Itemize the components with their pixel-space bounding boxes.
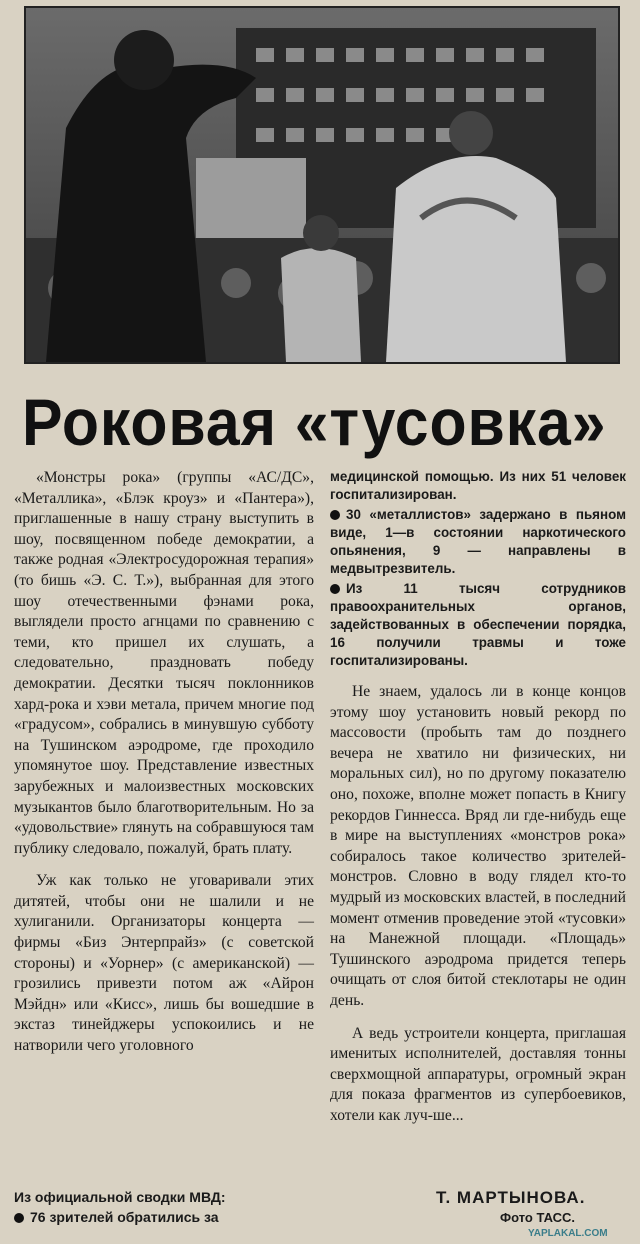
article-headline: Роковая «тусовка» [22, 385, 607, 459]
site-watermark: YAPLAKAL.COM [528, 1228, 608, 1239]
left-column [14, 468, 314, 1057]
paragraph: «Монстры рока» (группы «АС/ДС», «Металлика», «Блэк кроуз» и «Пантера»), приглашенные в нашу страну выступить в шоу, посвященном победе демократии, а также родная «Электросудорожная терапия» (то бишь «Э. С. Т.»), выбранная для этого шоу отечественными фэнами рока, выглядели просто агнцами по сравнению с теми, кто пришел их слушать, а следовательно, праздновать победу демократии. Десятки тысяч поклонников хард-рока и хэви метала, причем многие под «градусом», собрались в минувшую субботу на Тушинском аэродроме, где проходило упомянутое шоу. Представление известных зарубежных и малоизвестных московских музыкантов было благотворительным. Но за «удовольствие» глянуть на собравшуюся там публику следовало, пожалуй, брать плату. [14, 469, 314, 857]
photo-credit: Фото ТАСС. [500, 1210, 576, 1225]
paragraph: Уж как только не уговаривали этих дитятей, чтобы они не шалили и не хулиганили. Организаторы концерта — фирмы «Биз Энтерпрайз» (с советской стороны) и «Уорнер» (с американской) — грозились привезти потом аж «Айрон Мэйдн» или «Кисс», лишь бы вошедшие в экстаз тинейджеры успокоились и не натворили чего уголовного [14, 872, 314, 1055]
bullet-text: Из 11 тысяч сотрудников правоохранительных органов, задействованных в обеспечении порядка, 16 получили травмы и тоже госпитализированы. [330, 581, 626, 668]
mvd-report-heading: Из официальной сводки МВД: [14, 1189, 226, 1205]
bullet-text: 30 «металлистов» задержано в пьяном виде, 1—в состоянии наркотического опьянения, 9 — направлены в медвытрезвитель. [330, 507, 626, 576]
mvd-report-first-item [14, 1208, 314, 1227]
paragraph: А ведь устроители концерта, приглашая именитых исполнителей, доставляя тонны сверхмощной аппаратуры, огромный экран для показа фрагментов из супербоевиков, хотели как луч-ше... [330, 1024, 626, 1124]
paragraph: Не знаем, удалось ли в конце концов этому шоу установить новый рекорд по массовости (пробыть там до позднего вечера не хватило ни физических, ни моральных сил), но по другому показателю оно, похоже, вполне может попасть в Книгу рекордов Гиннесса. Вряд ли где-нибудь еще в мире на выступлениях «монстров рока» собиралось такое количество зрителей-монстров. Словно в воду глядел кто-то мудрый из московских властей, в последний момент отменив проведение этой «тусовки» на Манежной площади. «Площадь» Тушинского аэродрома придется теперь очищать от слоя битой стеклотары не один день. [330, 683, 626, 1009]
right-column [330, 468, 626, 1126]
bullet-icon [330, 510, 340, 520]
mvd-continuation: медицинской помощью. Из них 51 человек госпитализирован. [330, 469, 626, 502]
author-signature: Т. МАРТЫНОВА. [436, 1188, 586, 1207]
concert-photo [24, 6, 620, 364]
mvd-first-text: 76 зрителей обратились за [30, 1209, 219, 1225]
bullet-icon [14, 1213, 24, 1223]
bullet-icon [330, 584, 340, 594]
mvd-bullet-item [330, 580, 626, 670]
mvd-bullet-item [330, 506, 626, 578]
